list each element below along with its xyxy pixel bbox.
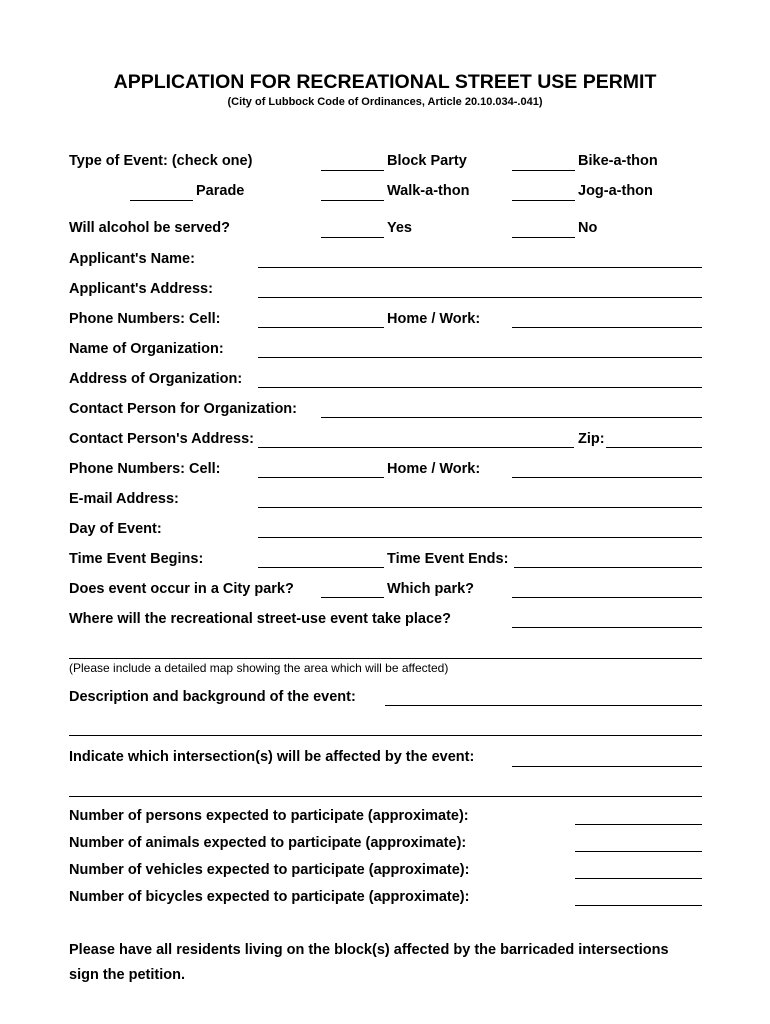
contact-person-label: Contact Person for Organization: <box>69 401 297 417</box>
event-type-label: Type of Event: (check one) <box>69 153 253 169</box>
alcohol-no-option: No <box>578 220 598 236</box>
animals-count-label: Number of animals expected to participate (approximate): <box>69 835 467 851</box>
map-note: (Please include a detailed map showing the area which will be affected) <box>69 661 449 675</box>
page-subtitle: (City of Lubbock Code of Ordinances, Article 20.10.034-.041) <box>227 96 543 108</box>
alcohol-no-checkbox[interactable] <box>512 237 575 238</box>
contact-home-work-field[interactable] <box>512 477 702 478</box>
footer-instruction-line-1: Please have all residents living on the block(s) affected by the barricaded intersections <box>69 942 669 958</box>
bike-a-thon-option: Bike-a-thon <box>578 153 658 169</box>
vehicles-count-label: Number of vehicles expected to participate (approximate): <box>69 862 470 878</box>
organization-name-label: Name of Organization: <box>69 341 224 357</box>
time-ends-label: Time Event Ends: <box>387 551 509 567</box>
contact-address-field[interactable] <box>258 447 574 448</box>
alcohol-yes-checkbox[interactable] <box>321 237 384 238</box>
applicant-home-work-label: Home / Work: <box>387 311 481 327</box>
organization-address-label: Address of Organization: <box>69 371 243 387</box>
description-label: Description and background of the event: <box>69 689 356 705</box>
contact-person-field[interactable] <box>321 417 702 418</box>
description-field[interactable] <box>385 705 702 706</box>
contact-home-work-label: Home / Work: <box>387 461 481 477</box>
intersections-field[interactable] <box>512 766 702 767</box>
walk-a-thon-checkbox[interactable] <box>321 200 384 201</box>
event-location-field[interactable] <box>512 627 702 628</box>
time-begins-label: Time Event Begins: <box>69 551 204 567</box>
zip-field[interactable] <box>606 447 702 448</box>
which-park-field[interactable] <box>512 597 702 598</box>
applicant-name-label: Applicant's Name: <box>69 251 195 267</box>
description-field-2[interactable] <box>69 735 702 736</box>
parade-checkbox[interactable] <box>130 200 193 201</box>
persons-count-field[interactable] <box>575 824 702 825</box>
block-party-checkbox[interactable] <box>321 170 384 171</box>
jog-a-thon-checkbox[interactable] <box>512 200 575 201</box>
zip-label: Zip: <box>578 431 605 447</box>
bike-a-thon-checkbox[interactable] <box>512 170 575 171</box>
footer-instruction-line-2: sign the petition. <box>69 967 185 983</box>
applicant-phone-label: Phone Numbers: Cell: <box>69 311 221 327</box>
applicant-address-field[interactable] <box>258 297 702 298</box>
block-party-option: Block Party <box>387 153 467 169</box>
city-park-label: Does event occur in a City park? <box>69 581 294 597</box>
contact-phone-label: Phone Numbers: Cell: <box>69 461 221 477</box>
email-label: E-mail Address: <box>69 491 179 507</box>
intersections-field-2[interactable] <box>69 796 702 797</box>
applicant-name-field[interactable] <box>258 267 702 268</box>
alcohol-label: Will alcohol be served? <box>69 220 231 236</box>
event-location-label: Where will the recreational street-use event take place? <box>69 611 451 627</box>
day-of-event-field[interactable] <box>258 537 702 538</box>
bicycles-count-label: Number of bicycles expected to participate (approximate): <box>69 889 470 905</box>
persons-count-label: Number of persons expected to participate (approximate): <box>69 808 469 824</box>
time-ends-field[interactable] <box>514 567 702 568</box>
contact-cell-field[interactable] <box>258 477 384 478</box>
organization-name-field[interactable] <box>258 357 702 358</box>
intersections-label: Indicate which intersection(s) will be affected by the event: <box>69 749 475 765</box>
organization-address-field[interactable] <box>258 387 702 388</box>
which-park-label: Which park? <box>387 581 475 597</box>
contact-address-label: Contact Person's Address: <box>69 431 255 447</box>
applicant-cell-field[interactable] <box>258 327 384 328</box>
time-begins-field[interactable] <box>258 567 384 568</box>
jog-a-thon-option: Jog-a-thon <box>578 183 653 199</box>
event-location-field-2[interactable] <box>69 658 702 659</box>
page-title: APPLICATION FOR RECREATIONAL STREET USE PERMIT <box>113 71 657 93</box>
parade-option: Parade <box>196 183 245 199</box>
city-park-field[interactable] <box>321 597 384 598</box>
applicant-home-work-field[interactable] <box>512 327 702 328</box>
alcohol-yes-option: Yes <box>387 220 412 236</box>
bicycles-count-field[interactable] <box>575 905 702 906</box>
day-of-event-label: Day of Event: <box>69 521 162 537</box>
applicant-address-label: Applicant's Address: <box>69 281 213 297</box>
email-field[interactable] <box>258 507 702 508</box>
vehicles-count-field[interactable] <box>575 878 702 879</box>
animals-count-field[interactable] <box>575 851 702 852</box>
walk-a-thon-option: Walk-a-thon <box>387 183 470 199</box>
